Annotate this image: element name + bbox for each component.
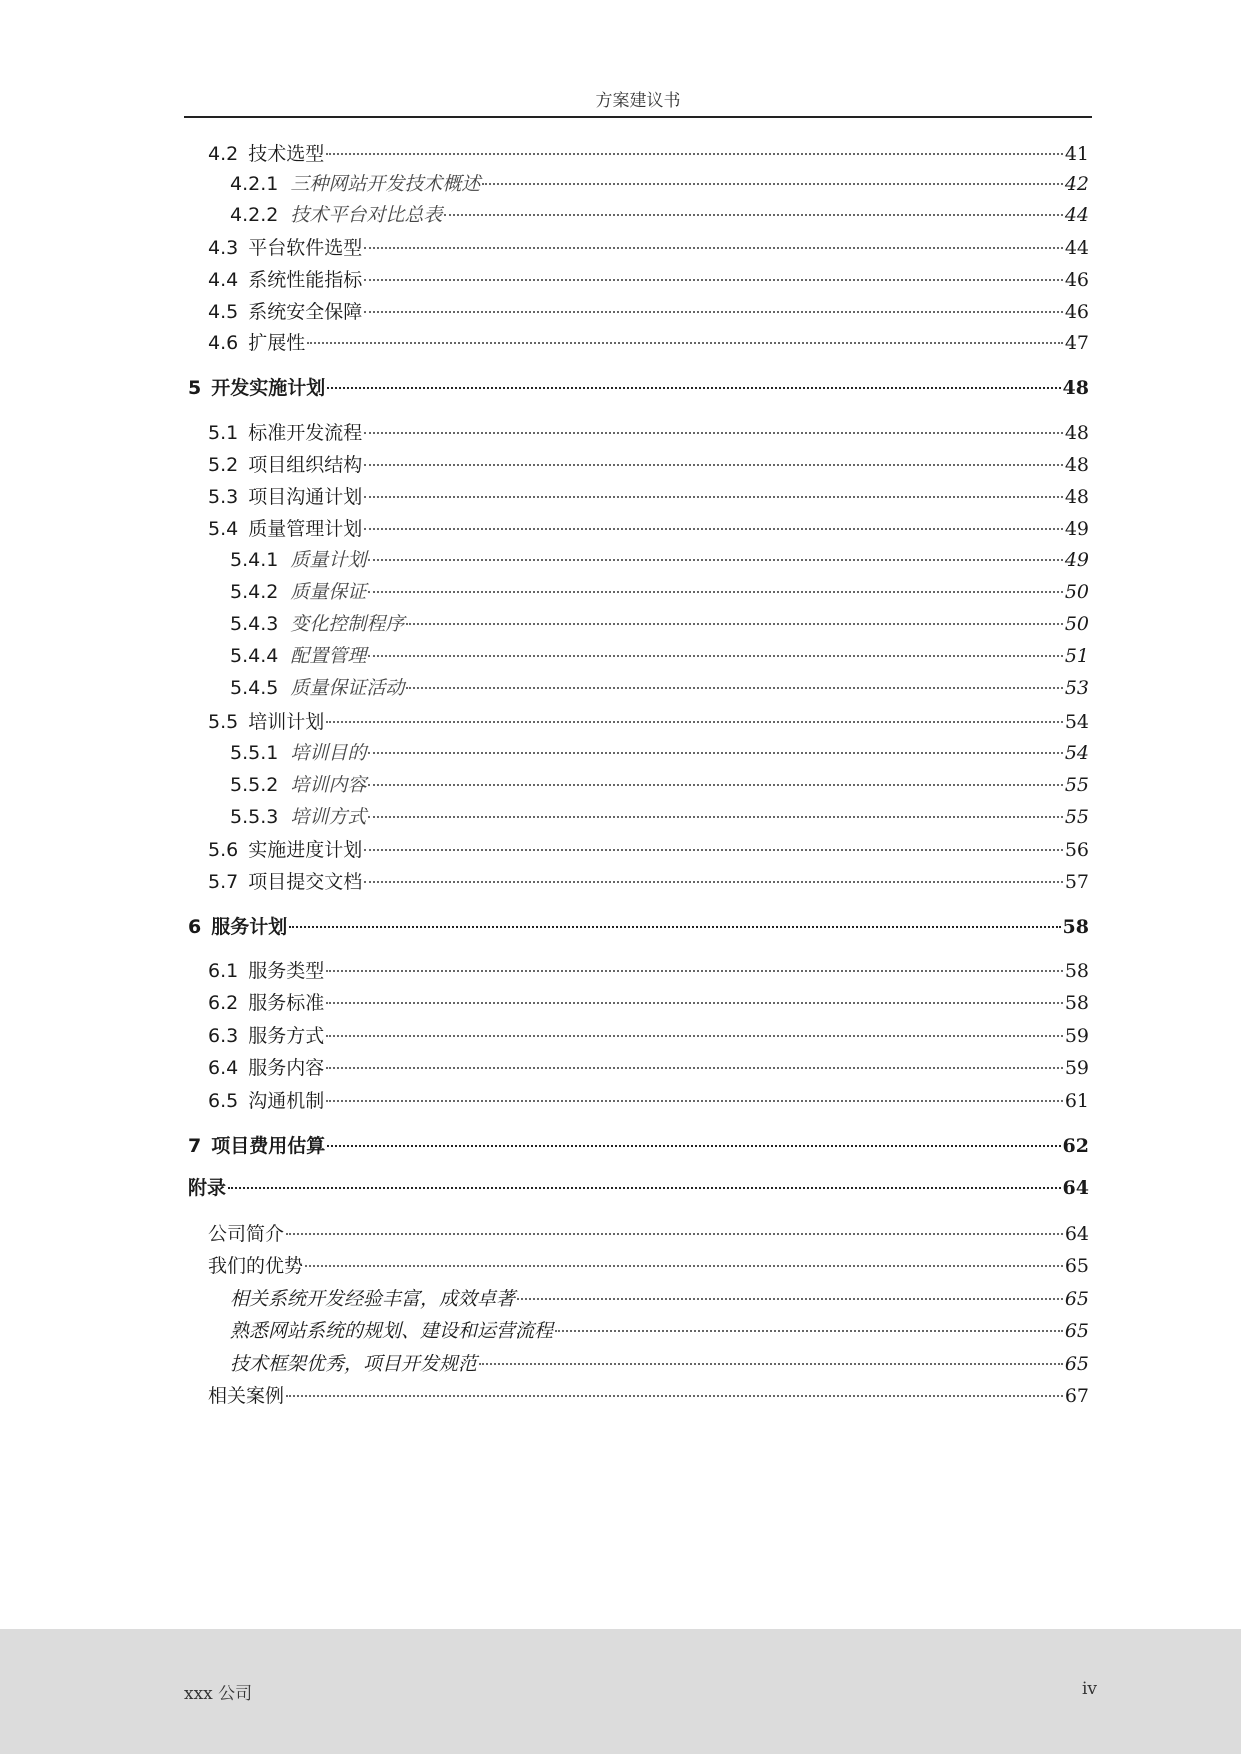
toc-dot-leader [307,342,1063,344]
toc-entry[interactable] [208,957,1089,985]
toc-entry[interactable] [208,1054,1089,1082]
toc-entry[interactable] [208,234,1089,262]
toc-dot-leader [327,387,1060,389]
toc-dot-leader [406,623,1062,625]
toc-entry[interactable] [230,201,1089,229]
toc-dot-leader [368,559,1062,561]
toc-dot-leader [555,1330,1063,1332]
toc-entry-page: 54 [1064,742,1089,764]
toc-entry-page: 64 [1062,1177,1089,1199]
toc-entry-title: 扩展性 [248,332,306,354]
toc-dot-leader [364,496,1063,498]
toc-entry-page: 67 [1064,1385,1089,1407]
toc-entry-number: 5.7 [208,871,239,893]
toc-dot-leader [364,528,1063,530]
toc-entry[interactable] [230,610,1089,638]
toc-entry[interactable] [208,451,1089,479]
toc-entry[interactable] [230,578,1089,606]
toc-entry[interactable] [208,298,1089,326]
toc-entry[interactable] [188,1132,1089,1160]
toc-entry-page: 46 [1064,269,1089,291]
toc-dot-leader [368,752,1062,754]
toc-entry[interactable] [230,1285,1089,1313]
toc-entry[interactable] [230,803,1089,831]
toc-entry-page: 65 [1064,1288,1089,1310]
header-title: 方案建议书 [595,91,681,111]
toc-entry-number: 4.2.1 [230,173,279,195]
toc-dot-leader [364,432,1063,434]
toc-entry-number: 5.4.1 [230,549,279,571]
toc-dot-leader [364,849,1063,851]
toc-entry-number: 4.2.2 [230,204,279,226]
toc-dot-leader [364,247,1063,249]
toc-dot-leader [406,687,1062,689]
toc-entry-page: 59 [1064,1025,1089,1047]
toc-dot-leader [444,214,1062,216]
toc-entry-page: 62 [1062,1135,1089,1157]
toc-entry-number: 5.5.1 [230,742,279,764]
toc-entry-title: 平台软件选型 [248,237,363,259]
toc-entry[interactable] [230,170,1089,198]
toc-dot-leader [479,1363,1063,1365]
toc-entry-page: 51 [1064,645,1089,667]
toc-entry-page: 57 [1064,871,1089,893]
toc-entry[interactable] [208,1022,1089,1050]
toc-dot-leader [228,1187,1061,1189]
toc-entry-number: 5.4.5 [230,677,279,699]
toc-entry-title: 服务类型 [248,960,325,982]
toc-entry-number: 6.3 [208,1025,239,1047]
toc-entry-page: 65 [1064,1320,1089,1342]
toc-dot-leader [326,1002,1063,1004]
toc-dot-leader [364,881,1063,883]
toc-entry-number: 6 [188,916,202,938]
toc-entry[interactable] [208,140,1089,168]
toc-entry-number: 5.4.3 [230,613,279,635]
toc-entry-number: 4.6 [208,332,239,354]
toc-entry-number: 4.2 [208,143,239,165]
toc-dot-leader [326,1035,1063,1037]
toc-entry-page: 49 [1064,549,1089,571]
toc-entry-page: 64 [1064,1223,1089,1245]
toc-entry[interactable] [208,868,1089,896]
toc-entry-number: 5.6 [208,839,239,861]
toc-entry-page: 46 [1064,301,1089,323]
toc-dot-leader [286,1233,1063,1235]
toc-entry-number: 5.4 [208,518,239,540]
toc-entry-number: 5.4.2 [230,581,279,603]
toc-entry[interactable] [208,329,1089,357]
toc-dot-leader [368,816,1062,818]
toc-entry-number: 5.3 [208,486,239,508]
toc-entry-title: 技术框架优秀，项目开发规范 [230,1353,478,1375]
toc-entry-title: 质量保证活动 [290,677,405,699]
toc-entry-page: 48 [1064,422,1089,444]
toc-entry-title: 质量保证 [290,581,367,603]
toc-entry-number: 5 [188,377,202,399]
toc-entry[interactable] [230,771,1089,799]
toc-entry[interactable] [208,515,1089,543]
toc-entry-page: 56 [1064,839,1089,861]
toc-entry[interactable] [208,266,1089,294]
toc-entry-page: 48 [1064,454,1089,476]
toc-entry[interactable] [208,1220,1089,1248]
toc-entry-page: 58 [1064,960,1089,982]
toc-entry-page: 55 [1064,774,1089,796]
toc-entry[interactable] [208,483,1089,511]
toc-entry-title: 我们的优势 [208,1255,304,1277]
toc-entry-page: 59 [1064,1057,1089,1079]
toc-entry-title: 系统安全保障 [248,301,363,323]
toc-entry-title: 项目费用估算 [211,1135,326,1157]
toc-dot-leader [364,279,1063,281]
toc-dot-leader [368,591,1062,593]
toc-dot-leader [368,784,1062,786]
toc-entry[interactable] [230,739,1089,767]
toc-entry-title: 实施进度计划 [248,839,363,861]
toc-entry-title: 公司简介 [208,1223,285,1245]
page-footer [0,1629,1241,1754]
toc-entry[interactable] [230,674,1089,702]
toc-entry-page: 65 [1064,1255,1089,1277]
toc-entry-number: 6.2 [208,992,239,1014]
toc-entry[interactable] [188,374,1089,402]
toc-entry-number: 5.5.2 [230,774,279,796]
toc-entry-title: 服务计划 [211,916,288,938]
toc-dot-leader [364,311,1063,313]
toc-entry-title: 三种网站开发技术概述 [290,173,481,195]
toc-entry-page: 48 [1062,377,1089,399]
toc-entry[interactable] [208,1087,1089,1115]
toc-entry-page: 54 [1064,711,1089,733]
toc-entry-title: 变化控制程序 [290,613,405,635]
toc-entry-page: 53 [1064,677,1089,699]
toc-entry[interactable] [208,708,1089,736]
toc-dot-leader [364,464,1063,466]
toc-entry-page: 44 [1064,204,1089,226]
toc-entry-title: 标准开发流程 [248,422,363,444]
toc-dot-leader [482,183,1062,185]
toc-entry-title: 技术选型 [248,143,325,165]
toc-entry-number: 5.5 [208,711,239,733]
toc-entry-title: 开发实施计划 [211,377,326,399]
toc-entry-title: 项目组织结构 [248,454,363,476]
toc-dot-leader [326,970,1063,972]
footer-company: xxx 公司 [184,1684,253,1704]
toc-dot-leader [326,1067,1063,1069]
toc-entry[interactable] [230,1350,1089,1378]
toc-entry-title: 质量管理计划 [248,518,363,540]
toc-entry-title: 服务标准 [248,992,325,1014]
toc-entry-title: 附录 [188,1177,227,1199]
toc-entry-page: 55 [1064,806,1089,828]
toc-dot-leader [326,153,1063,155]
toc-entry-number: 6.5 [208,1090,239,1112]
toc-entry-number: 4.5 [208,301,239,323]
toc-entry-page: 44 [1064,237,1089,259]
toc-entry-title: 培训计划 [248,711,325,733]
toc-entry-title: 服务方式 [248,1025,325,1047]
toc-entry-page: 42 [1064,173,1089,195]
toc-entry-page: 50 [1064,613,1089,635]
toc-entry-title: 沟通机制 [248,1090,325,1112]
toc-entry[interactable] [208,1252,1089,1280]
toc-entry-number: 6.4 [208,1057,239,1079]
toc-entry-number: 5.5.3 [230,806,279,828]
toc-entry[interactable] [208,419,1089,447]
toc-dot-leader [517,1298,1063,1300]
toc-entry-page: 58 [1064,992,1089,1014]
toc-entry-page: 49 [1064,518,1089,540]
toc-entry-title: 项目沟通计划 [248,486,363,508]
toc-entry-title: 项目提交文档 [248,871,363,893]
toc-dot-leader [327,1145,1060,1147]
toc-entry-page: 61 [1064,1090,1089,1112]
toc-dot-leader [305,1265,1063,1267]
toc-dot-leader [286,1395,1063,1397]
toc-entry-title: 相关案例 [208,1385,285,1407]
toc-dot-leader [326,1100,1063,1102]
toc-entry-title: 培训方式 [290,806,367,828]
toc-entry[interactable] [230,642,1089,670]
toc-entry-page: 58 [1062,916,1089,938]
footer-page-number: iv [1081,1679,1097,1699]
toc-entry-page: 41 [1064,143,1089,165]
toc-entry-page: 47 [1064,332,1089,354]
toc-entry[interactable] [188,1174,1089,1202]
toc-entry-title: 系统性能指标 [248,269,363,291]
toc-dot-leader [326,721,1063,723]
toc-entry-page: 50 [1064,581,1089,603]
toc-entry[interactable] [208,1382,1089,1410]
toc-entry-number: 6.1 [208,960,239,982]
toc-entry[interactable] [208,989,1089,1017]
toc-entry-title: 培训内容 [290,774,367,796]
toc-entry-number: 5.2 [208,454,239,476]
toc-entry[interactable] [230,546,1089,574]
toc-entry-title: 质量计划 [290,549,367,571]
toc-entry-title: 培训目的 [290,742,367,764]
toc-dot-leader [289,926,1060,928]
toc-entry-page: 48 [1064,486,1089,508]
toc-entry-number: 5.4.4 [230,645,279,667]
toc-dot-leader [368,655,1062,657]
toc-entry[interactable] [230,1317,1089,1345]
toc-entry[interactable] [208,836,1089,864]
toc-entry-title: 技术平台对比总表 [290,204,443,226]
toc-entry-title: 服务内容 [248,1057,325,1079]
toc-entry[interactable] [188,913,1089,941]
toc-entry-number: 7 [188,1135,202,1157]
toc-entry-number: 5.1 [208,422,239,444]
toc-entry-title: 相关系统开发经验丰富，成效卓著 [230,1288,516,1310]
toc-entry-title: 配置管理 [290,645,367,667]
toc-entry-page: 65 [1064,1353,1089,1375]
toc-entry-number: 4.4 [208,269,239,291]
toc-entry-title: 熟悉网站系统的规划、建设和运营流程 [230,1320,554,1342]
toc-entry-number: 4.3 [208,237,239,259]
